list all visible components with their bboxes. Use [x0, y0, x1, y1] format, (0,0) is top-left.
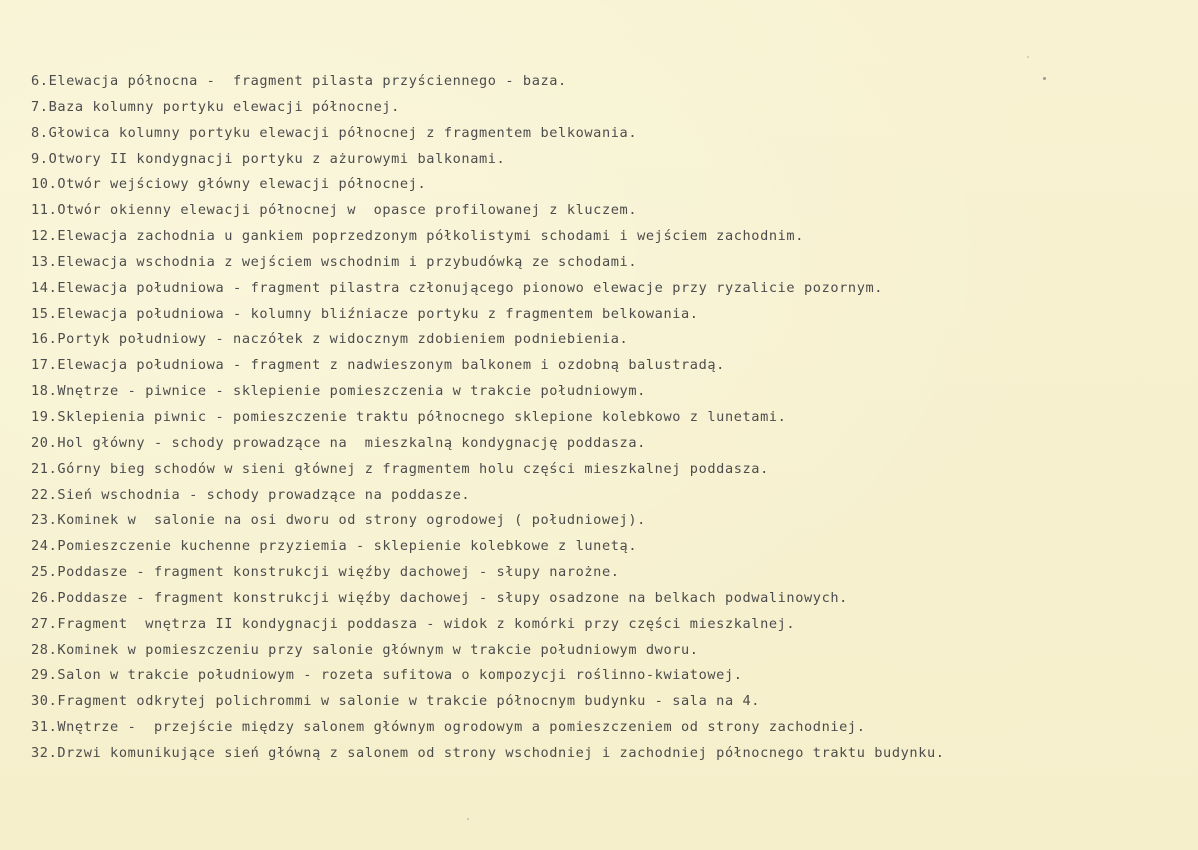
caption-item: 20.Hol główny - schody prowadzące na mieszkalną kondygnację poddasza.	[31, 434, 646, 451]
caption-item: 29.Salon w trakcie południowym - rozeta sufitowa o kompozycji roślinno-kwiatowej.	[31, 667, 743, 684]
caption-item: 27.Fragment wnętrza II kondygnacji poddasza - widok z komórki przy części mieszkalnej.	[31, 615, 796, 632]
caption-item: 9.Otwory II kondygnacji portyku z ażurowymi balkonami.	[31, 150, 506, 167]
caption-item: 10.Otwór wejściowy główny elewacji północnej.	[31, 176, 427, 193]
caption-item: 23.Kominek w salonie na osi dworu od strony ogrodowej ( południowej).	[31, 512, 646, 529]
caption-item: 28.Kominek w pomieszczeniu przy salonie głównym w trakcie południowym dworu.	[31, 641, 699, 658]
caption-item: 6.Elewacja północna - fragment pilasta przyściennego - baza.	[31, 73, 567, 89]
ink-speck	[467, 818, 469, 820]
caption-item: 14.Elewacja południowa - fragment pilastra członującego pionowo elewacje przy ryzalicie pozornym.	[31, 279, 884, 296]
photo-caption-list	[31, 69, 945, 767]
caption-item: 32.Drzwi komunikujące sień główną z salonem od strony wschodniej i zachodniej północnego traktu budynku.	[31, 744, 945, 761]
caption-item: 11.Otwór okienny elewacji północnej w opasce profilowanej z kluczem.	[31, 202, 638, 219]
caption-item: 16.Portyk południowy - naczółek z widocznym zdobieniem podniebienia.	[31, 331, 629, 348]
caption-item: 17.Elewacja południowa - fragment z nadwieszonym balkonem i ozdobną balustradą.	[31, 357, 725, 374]
caption-item: 13.Elewacja wschodnia z wejściem wschodnim i przybudówką ze schodami.	[31, 253, 638, 270]
caption-item: 24.Pomieszczenie kuchenne przyziemia - sklepienie kolebkowe z lunetą.	[31, 538, 638, 555]
caption-item: 18.Wnętrze - piwnice - sklepienie pomieszczenia w trakcie południowym.	[31, 383, 646, 400]
caption-item: 31.Wnętrze - przejście między salonem głównym ogrodowym a pomieszczeniem od strony zachodniej.	[31, 719, 866, 736]
caption-item: 21.Górny bieg schodów w sieni głównej z fragmentem holu części mieszkalnej poddasza.	[31, 460, 769, 477]
caption-item: 15.Elewacja południowa - kolumny bliźniacze portyku z fragmentem belkowania.	[31, 305, 699, 322]
caption-item: 22.Sień wschodnia - schody prowadzące na poddasze.	[31, 486, 471, 503]
ink-speck	[1043, 77, 1046, 80]
ink-speck	[1027, 56, 1029, 58]
caption-item: 8.Głowica kolumny portyku elewacji północnej z fragmentem belkowania.	[31, 124, 638, 141]
caption-item: 7.Baza kolumny portyku elewacji północnej.	[31, 98, 400, 115]
caption-item: 26.Poddasze - fragment konstrukcji więźby dachowej - słupy osadzone na belkach podwalinowych.	[31, 589, 848, 606]
caption-item: 25.Poddasze - fragment konstrukcji więźby dachowej - słupy narożne.	[31, 564, 620, 581]
caption-item: 19.Sklepienia piwnic - pomieszczenie traktu północnego sklepione kolebkowo z lunetami.	[31, 408, 787, 425]
caption-item: 12.Elewacja zachodnia u gankiem poprzedzonym półkolistymi schodami i wejściem zachodnim.	[31, 228, 805, 245]
caption-item: 30.Fragment odkrytej polichrommi w salonie w trakcie północnym budynku - sala na 4.	[31, 693, 761, 710]
